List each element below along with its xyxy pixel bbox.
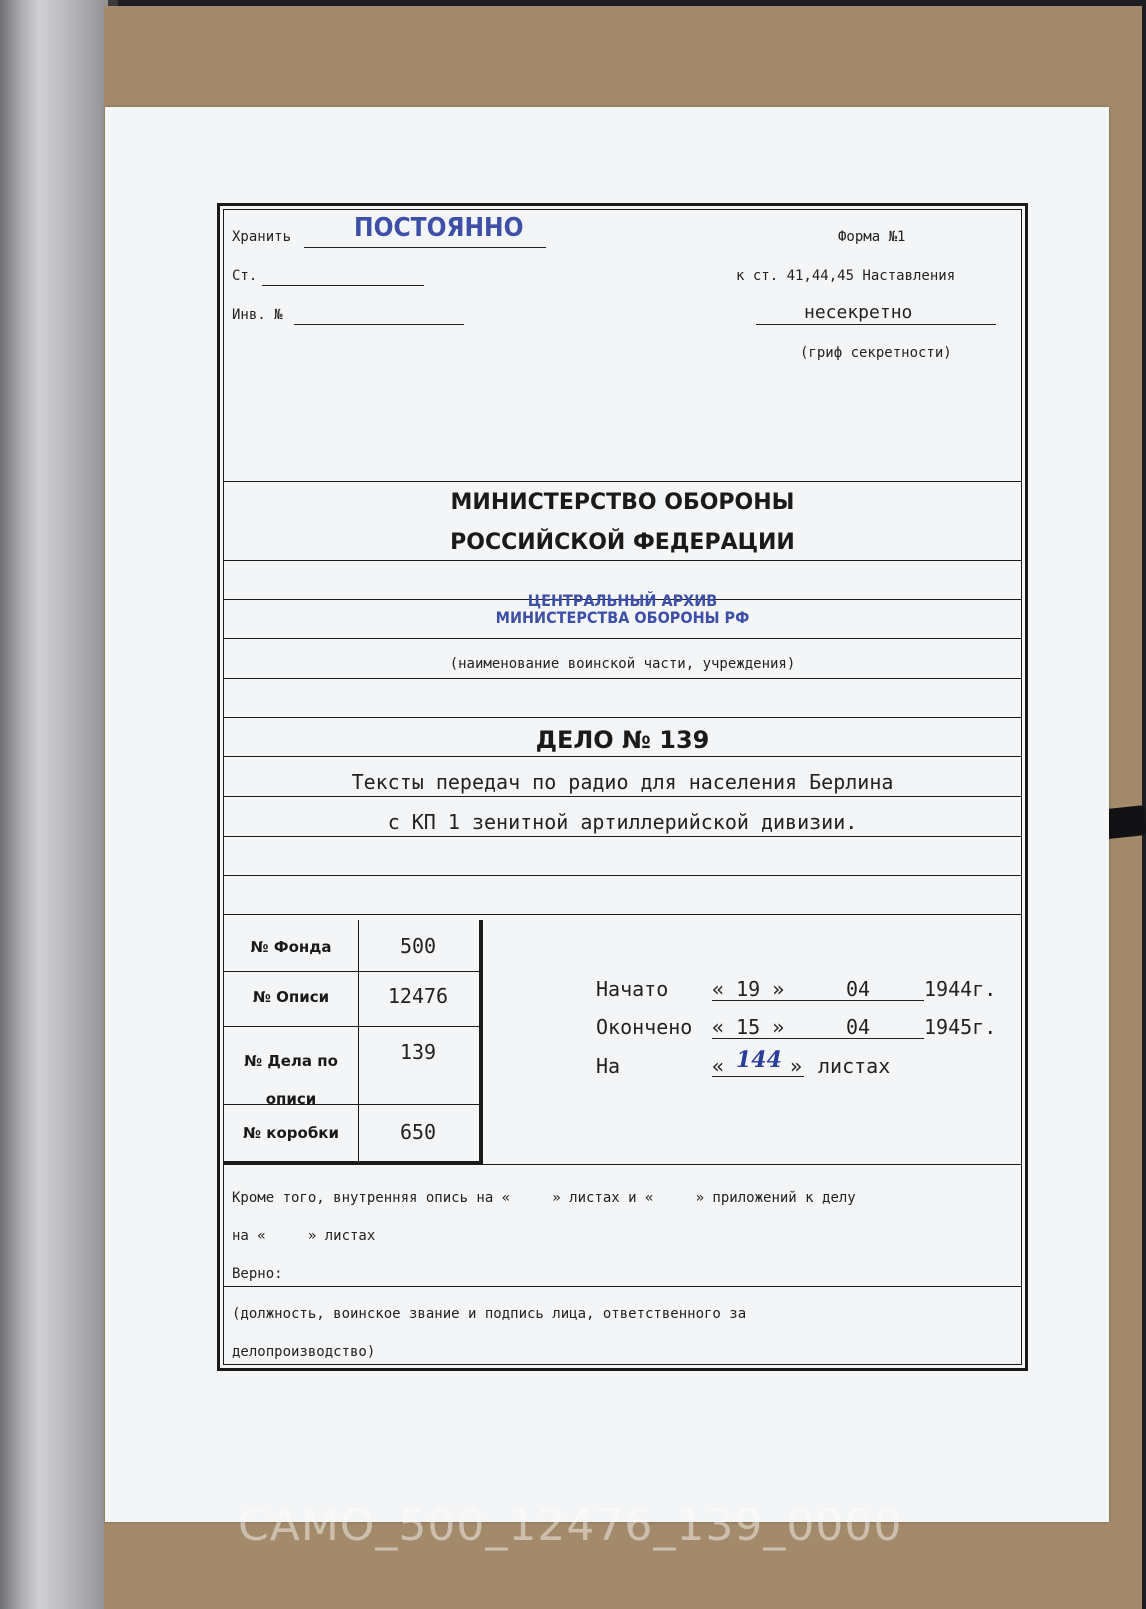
- okoncheno-label: Окончено: [596, 1015, 693, 1039]
- delo-desc-line1: Тексты передач по радио для населения Берлина: [351, 770, 894, 794]
- korobka-value: 650: [399, 1120, 437, 1144]
- okoncheno-line: [712, 1038, 924, 1039]
- secrecy-caption: (гриф секретности): [800, 345, 952, 361]
- unit-caption: (наименование воинской части, учреждения): [449, 656, 796, 672]
- opis-value: 12476: [387, 984, 449, 1008]
- case-info-table: [224, 920, 483, 1165]
- nachato-month: 04: [846, 977, 871, 1001]
- rule: [224, 836, 1021, 837]
- archive-stamp-line2: МИНИСТЕРСТВА ОБОРОНЫ РФ: [495, 608, 750, 627]
- nachato-label: Начато: [596, 977, 669, 1001]
- inv-label: Инв. №: [232, 307, 283, 323]
- khranit-line: [304, 247, 546, 248]
- fond-label: № Фонда: [250, 938, 332, 956]
- sheets-word: листах: [818, 1054, 891, 1078]
- rule: [224, 756, 1021, 757]
- delo-po-opisi-label: № Дела по описи: [244, 1052, 338, 1108]
- rule: [224, 1286, 1021, 1287]
- rule: [224, 678, 1021, 679]
- sheets-count: 144: [736, 1047, 782, 1073]
- sheets-line: [712, 1076, 804, 1077]
- responsible-caption2: делопроизводство): [232, 1344, 376, 1360]
- delo-title: ДЕЛО № 139: [535, 726, 710, 754]
- postoyanno-stamp: ПОСТОЯННО: [354, 213, 524, 243]
- st-line: [262, 285, 424, 286]
- rule: [224, 796, 1021, 797]
- delo-po-opisi-value: 139: [399, 1040, 437, 1064]
- forma-label: Форма №1: [838, 229, 906, 245]
- rule: [224, 914, 1021, 915]
- korobka-label: № коробки: [243, 1124, 339, 1142]
- sheets-close-quote: »: [790, 1054, 803, 1078]
- okoncheno-day: « 15 »: [712, 1015, 785, 1039]
- rule: [224, 481, 1021, 482]
- verno-label: Верно:: [232, 1266, 283, 1282]
- delo-desc-line2: с КП 1 зенитной артиллерийской дивизии.: [387, 810, 858, 834]
- table-row-line: [224, 1026, 479, 1027]
- nachato-year: 1944г.: [924, 977, 997, 1001]
- sheets-open-quote: «: [712, 1054, 725, 1078]
- archive-stamp-line1: ЦЕНТРАЛЬНЫЙ АРХИВ: [527, 591, 718, 610]
- secrecy-value: несекретно: [804, 302, 913, 323]
- opis-label: № Описи: [252, 988, 330, 1006]
- rule: [224, 638, 1021, 639]
- nastavleniya-label: к ст. 41,44,45 Наставления: [736, 268, 956, 284]
- rule: [224, 717, 1021, 718]
- okoncheno-month: 04: [846, 1015, 871, 1039]
- nachato-line: [712, 1000, 924, 1001]
- footer-line1: Кроме того, внутренняя опись на « » листах и « » приложений к делу: [232, 1190, 856, 1206]
- fond-value: 500: [399, 934, 437, 958]
- rule: [224, 560, 1021, 561]
- khranit-label: Хранить: [232, 229, 292, 245]
- responsible-caption1: (должность, воинское звание и подпись лица, ответственного за: [232, 1306, 747, 1322]
- rule: [224, 875, 1021, 876]
- archive-watermark: САМО_500_12476_139_0000: [238, 1500, 903, 1551]
- folder-spine: [0, 0, 112, 1609]
- ministry-line2: РОССИЙСКОЙ ФЕДЕРАЦИИ: [450, 530, 795, 555]
- na-label: На: [596, 1054, 621, 1078]
- nachato-day: « 19 »: [712, 977, 785, 1001]
- st-label: Ст.: [232, 268, 258, 284]
- inv-line: [294, 324, 464, 325]
- okoncheno-year: 1945г.: [924, 1015, 997, 1039]
- ministry-line1: МИНИСТЕРСТВО ОБОРОНЫ: [450, 490, 795, 515]
- secrecy-line: [756, 324, 996, 325]
- table-row-line: [224, 971, 479, 972]
- footer-line2: на « » листах: [232, 1228, 376, 1244]
